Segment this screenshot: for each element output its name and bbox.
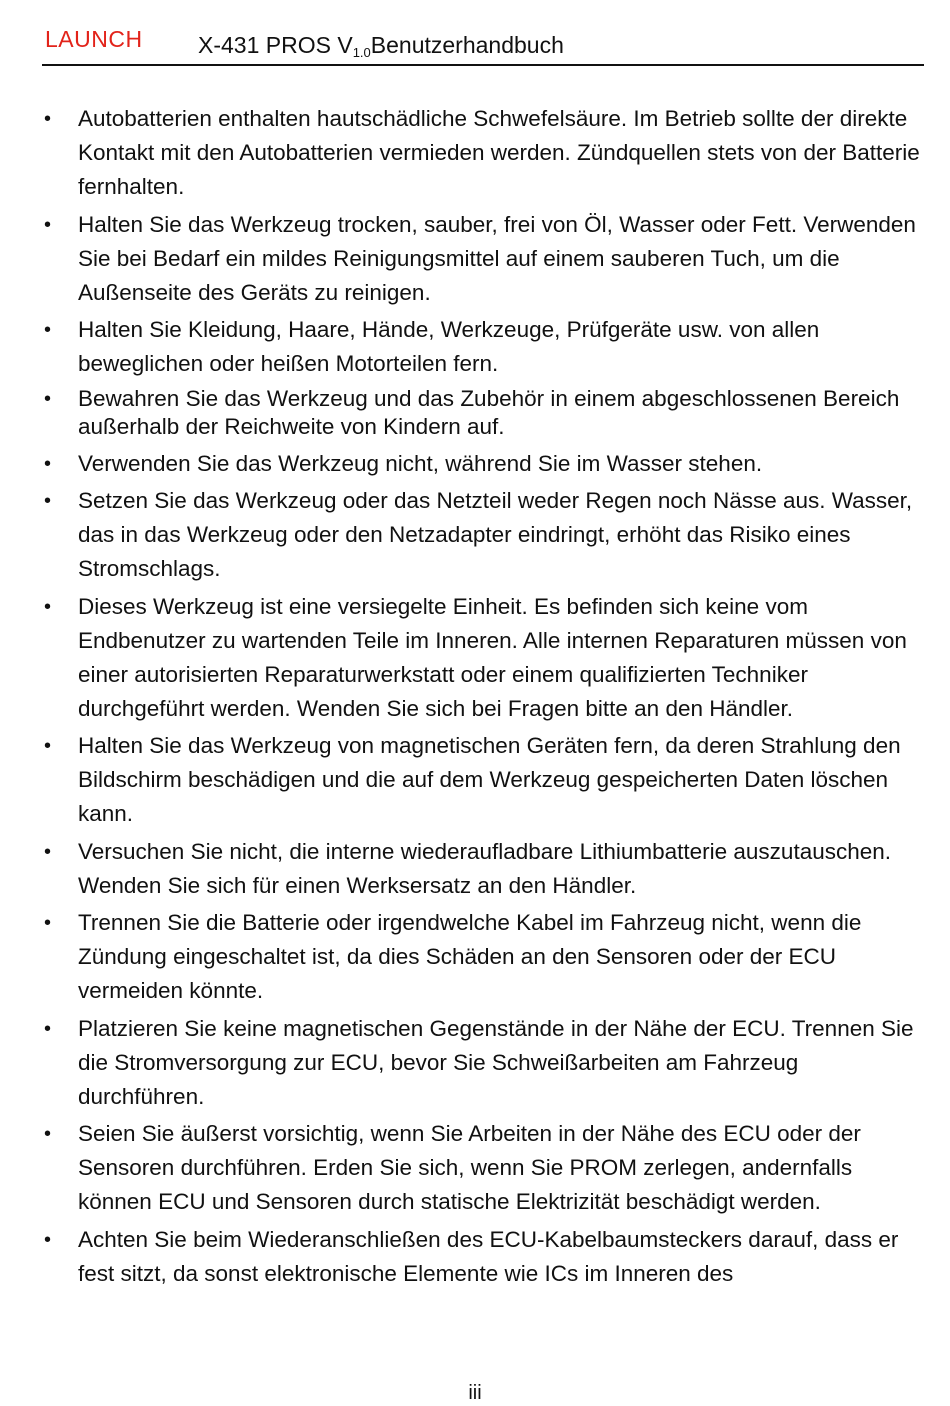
bullet-dot-icon: • bbox=[44, 490, 52, 512]
list-item-text: Bewahren Sie das Werkzeug und das Zubehör in einem abgeschlossenen Bereich außerhalb der Reichweite von Kindern auf. bbox=[78, 385, 900, 439]
list-item-text: Halten Sie das Werkzeug trocken, sauber, frei von Öl, Wasser oder Fett. Verwenden Sie bei Bedarf ein mildes Reinigungsmittel auf einem sauberen Tuch, um die Außenseite des Geräts zu reinigen. bbox=[78, 211, 916, 305]
bullet-dot-icon: • bbox=[44, 1017, 52, 1040]
bullet-dot-icon: • bbox=[44, 319, 52, 341]
list-item bbox=[0, 102, 950, 204]
title-version: 1.0 bbox=[352, 45, 371, 60]
list-item bbox=[0, 906, 950, 1008]
list-item bbox=[0, 1012, 950, 1114]
list-item-text: Halten Sie das Werkzeug von magnetischen Geräten fern, da deren Strahlung den Bildschirm beschädigen und die auf dem Werkzeug gespeicherten Daten löschen kann. bbox=[78, 733, 901, 826]
list-item-text: Achten Sie beim Wiederanschließen des ECU-Kabelbaumsteckers darauf, dass er fest sitzt, da sonst elektronische Elemente wie ICs im Inneren des bbox=[78, 1226, 899, 1286]
list-item bbox=[0, 729, 950, 831]
bullet-dot-icon: • bbox=[44, 213, 52, 236]
list-item bbox=[0, 1223, 950, 1291]
page-header bbox=[42, 24, 924, 66]
page-number: iii bbox=[468, 1382, 482, 1404]
list-item-text: Halten Sie Kleidung, Haare, Hände, Werkzeuge, Prüfgeräte usw. von allen beweglichen oder heißen Motorteilen fern. bbox=[78, 317, 820, 376]
bullet-dot-icon: • bbox=[44, 735, 52, 757]
bullet-dot-icon: • bbox=[44, 452, 52, 475]
list-item bbox=[0, 484, 950, 586]
bullet-dot-icon: • bbox=[44, 912, 52, 934]
list-item-text: Dieses Werkzeug ist eine versiegelte Einheit. Es befinden sich keine vom Endbenutzer zu wartenden Teile im Inneren. Alle internen Reparaturen müssen von einer autorisierten Reparaturwerkstatt oder einem qualifizierten Techniker durchgeführt werden. Wenden Sie sich bei Fragen bitte an den Händler. bbox=[78, 593, 907, 721]
safety-content bbox=[0, 102, 950, 1294]
title-suffix: Benutzerhandbuch bbox=[370, 32, 564, 58]
bullet-dot-icon: • bbox=[44, 1228, 52, 1251]
list-item bbox=[0, 835, 950, 903]
list-item bbox=[0, 590, 950, 726]
document-title bbox=[198, 32, 564, 60]
list-item-text: Versuchen Sie nicht, die interne wiederaufladbare Lithiumbatterie auszutauschen. Wenden Sie sich für einen Werksersatz an den Händler. bbox=[78, 838, 892, 898]
list-item bbox=[0, 1117, 950, 1219]
list-item bbox=[0, 447, 950, 481]
bullet-dot-icon: • bbox=[44, 108, 52, 130]
bullet-dot-icon: • bbox=[44, 387, 52, 410]
list-item-text: Setzen Sie das Werkzeug oder das Netzteil weder Regen noch Nässe aus. Wasser, das in das Werkzeug oder den Netzadapter eindringt, erhöht das Risiko eines Stromschlags. bbox=[78, 488, 913, 581]
list-item bbox=[0, 385, 950, 441]
bullet-dot-icon: • bbox=[44, 595, 52, 618]
bullet-dot-icon: • bbox=[44, 1123, 52, 1145]
list-item-text: Autobatterien enthalten hautschädliche Schwefelsäure. Im Betrieb sollte der direkte Kontakt mit den Autobatterien vermieden werden. Zündquellen stets von der Batterie fernhalten. bbox=[78, 106, 920, 199]
list-item-text: Platzieren Sie keine magnetischen Gegenstände in der Nähe der ECU. Trennen Sie die Stromversorgung zur ECU, bevor Sie Schweißarbeiten am Fahrzeug durchführen. bbox=[78, 1015, 914, 1109]
launch-logo: LAUNCH bbox=[45, 26, 143, 52]
list-item bbox=[0, 208, 950, 310]
safety-bullet-list bbox=[0, 102, 950, 1291]
list-item-text: Seien Sie äußerst vorsichtig, wenn Sie Arbeiten in der Nähe des ECU oder der Sensoren durchführen. Erden Sie sich, wenn Sie PROM zerlegen, andernfalls können ECU und Sensoren durch statische Elektrizität beschädigt werden. bbox=[78, 1121, 861, 1214]
list-item bbox=[0, 313, 950, 381]
list-item-text: Trennen Sie die Batterie oder irgendwelche Kabel im Fahrzeug nicht, wenn die Zündung eingeschaltet ist, da dies Schäden an den Sensoren oder der ECU vermeiden könnte. bbox=[78, 910, 862, 1003]
list-item-text: Verwenden Sie das Werkzeug nicht, während Sie im Wasser stehen. bbox=[78, 450, 763, 476]
title-main: X-431 PROS V bbox=[198, 32, 353, 58]
bullet-dot-icon: • bbox=[44, 840, 52, 863]
